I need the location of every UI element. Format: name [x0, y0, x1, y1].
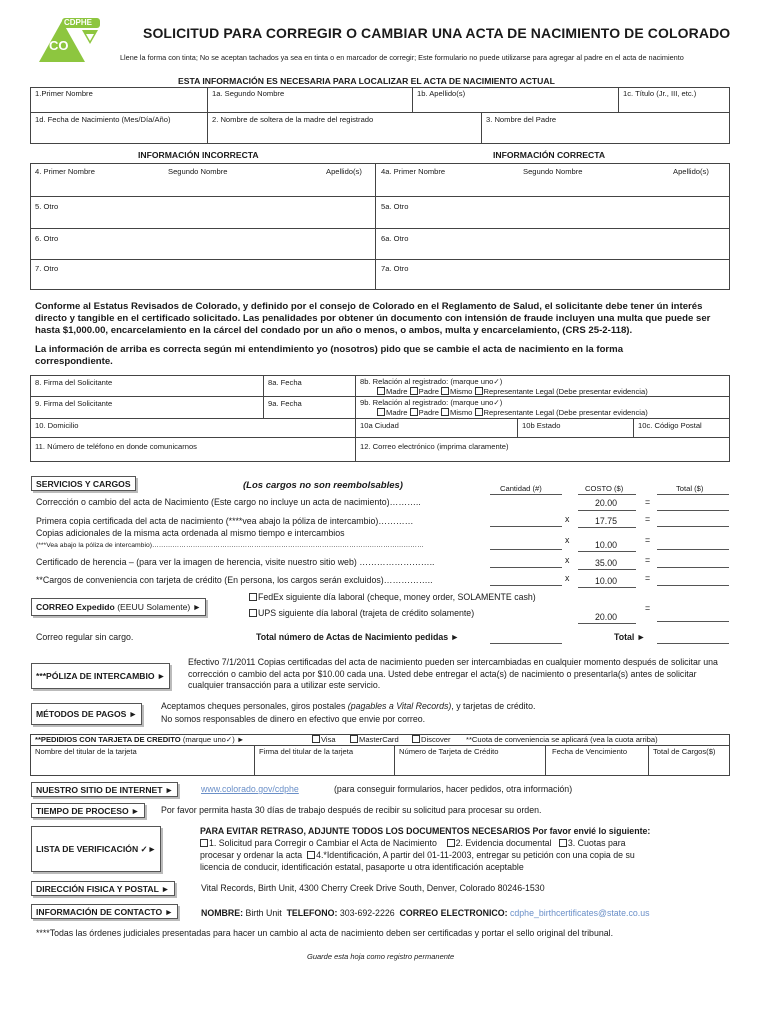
express-total[interactable]: [657, 621, 729, 622]
checkbox[interactable]: [475, 408, 483, 416]
applicant-signature-2[interactable]: 9. Firma del Solicitante: [35, 399, 113, 408]
website-text: (para conseguir formularios, hacer pedidos, otra información): [334, 784, 573, 794]
payment-methods-tag: MÉTODOS DE PAGOS ►: [31, 703, 142, 725]
card-number-field[interactable]: Número de Tarjeta de Crédito: [399, 747, 499, 756]
contact-name: Birth Unit: [245, 908, 282, 918]
form-instructions: Llene la forma con tinta; No se aceptan tachados ya sea en tinta o en marcador de corregir; Este formulario no puede utilizarse para agregar al padre en el acta de nacimiento: [120, 53, 684, 62]
correct-middle-name: Segundo Nombre: [523, 167, 583, 176]
checkbox[interactable]: [412, 735, 420, 743]
last-name-field[interactable]: 1b. Apellido(s): [417, 89, 466, 98]
additional-copies-qty[interactable]: [490, 549, 562, 550]
first-copy-qty[interactable]: [490, 526, 562, 527]
contact-name-label: NOMBRE:: [201, 908, 244, 918]
suffix-field[interactable]: 1c. Título (Jr., III, etc.): [623, 89, 697, 98]
payment-text-a: Aceptamos cheques personales, giros postales: [161, 701, 348, 711]
incorrect-other-6[interactable]: 6. Otro: [35, 234, 59, 243]
expiry-field[interactable]: Fecha de Vencimiento: [552, 747, 628, 756]
checklist-item-3-cont: procesar y ordenar la acta: [200, 850, 303, 860]
correction-fee-row: Corrección o cambio del acta de Nacimiento (Este cargo no incluye un acta de nacimiento)………..: [36, 497, 421, 507]
total-count-label: Total número de Actas de Nacimiento pedidas ►: [256, 632, 460, 642]
eq-sign: =: [645, 603, 651, 613]
additional-copies-cost: 10.00: [595, 540, 618, 550]
express-cost: 20.00: [595, 612, 618, 622]
option-mismo: Mismo: [450, 387, 473, 396]
grand-total-label: Total ►: [614, 632, 646, 642]
visa-option[interactable]: [312, 735, 336, 744]
contact-line: [201, 908, 650, 918]
card-heading-text: **PEDIDIOS CON TARJETA DE CREDITO: [35, 735, 181, 744]
checkbox[interactable]: [350, 735, 358, 743]
zip-field[interactable]: 10c. Código Postal: [638, 421, 702, 430]
checklist-line-3: licencia de conducir, identificación estatal, pasaporte u otra identificación aceptable: [200, 862, 524, 872]
eq-sign: =: [645, 555, 651, 565]
option-padre: Padre: [418, 387, 439, 396]
contact-tag: INFORMACIÓN DE CONTACTO ►: [31, 904, 178, 919]
incorrect-heading: INFORMACIÓN INCORRECTA: [138, 150, 259, 160]
regular-mail: Correo regular sin cargo.: [36, 632, 134, 642]
discover-label: Discover: [421, 735, 451, 744]
correction-cost: 20.00: [595, 498, 618, 508]
x-sign: x: [565, 514, 570, 524]
email-field[interactable]: 12. Correo electrónico (imprima claramente): [360, 442, 509, 451]
total-col: Total ($): [676, 484, 704, 493]
total-charges-field[interactable]: Total de Cargos($): [653, 747, 716, 756]
payment-text-c: , y tarjetas de crédito.: [451, 701, 536, 711]
state-field[interactable]: 10b Estado: [522, 421, 561, 430]
processing-time-text: Por favor permita hasta 30 días de trabajo después de recibir su solicitud para procesar su orden.: [161, 805, 542, 815]
relation-label-2: 9b. Relación al registrado: (marque uno✓): [360, 398, 503, 407]
option-representante: Representante Legal (Debe presentar evidencia): [483, 408, 648, 417]
incorrect-first-name[interactable]: 4. Primer Nombre: [35, 167, 95, 176]
birth-date-field[interactable]: 1d. Fecha de Nacimiento (Mes/Día/Año): [35, 115, 171, 124]
relation-label-1: 8b. Relación al registrado: (marque uno✓): [360, 377, 503, 386]
option-madre: Madre: [386, 408, 408, 417]
checkbox[interactable]: [377, 387, 385, 395]
checklist-item-3: 3. Cuotas para: [567, 838, 626, 848]
card-orders-heading: [35, 735, 244, 744]
contact-email-label: CORREO ELECTRONICO:: [399, 908, 508, 918]
qty-col: Cantidad (#): [500, 484, 542, 493]
father-name-field[interactable]: 3. Nombre del Padre: [486, 115, 557, 124]
incorrect-middle-name: Segundo Nombre: [168, 167, 228, 176]
checklist-tag: LISTA DE VERIFICACIÓN ✓►: [31, 826, 161, 872]
additional-copies-total[interactable]: [657, 549, 729, 550]
correct-other-5a[interactable]: 5a. Otro: [381, 202, 409, 211]
ups-label: UPS siguiente día laboral (trajeta de crédito solamente): [258, 608, 475, 618]
checkbox[interactable]: [410, 408, 418, 416]
website-tag: NUESTRO SITIO DE INTERNET ►: [31, 782, 178, 797]
express-note: (EEUU Solamente) ►: [117, 602, 202, 612]
card-fee-total[interactable]: [657, 585, 729, 586]
contact-phone: 303-692-2226: [339, 908, 395, 918]
discover-option[interactable]: [412, 735, 451, 744]
eq-sign: =: [645, 497, 651, 507]
card-fee-cost: 10.00: [595, 576, 618, 586]
court-order-note: ****Todas las órdenes judiciales presentadas para hacer un cambio al acta de nacimiento deben ser certificadas y portar el sello original del tribunal.: [36, 928, 614, 938]
locate-heading: ESTA INFORMACIÓN ES NECESARIA PARA LOCALIZAR EL ACTA DE NACIMIENTO ACTUAL: [178, 76, 555, 86]
heritage-cert-row: Certificado de herencia – (para ver la imagen de herencia, visite nuestro sitio web) ……………………..: [36, 557, 435, 567]
cardholder-signature-field[interactable]: Firma del titular de la tarjeta: [259, 747, 354, 756]
heritage-total[interactable]: [657, 567, 729, 568]
option-mismo: Mismo: [450, 408, 473, 417]
checklist-item-1: 1. Solicitud para Corregir o Cambiar el Acta de Nacimiento: [209, 838, 437, 848]
city-field[interactable]: 10a Ciudad: [360, 421, 399, 430]
applicant-date-1[interactable]: 8a. Fecha: [268, 378, 302, 387]
mother-maiden-name-field[interactable]: 2. Nombre de soltera de la madre del registrado: [212, 115, 374, 124]
contact-email[interactable]: cdphe_birthcertificates@state.co.us: [510, 908, 650, 918]
middle-name-field[interactable]: 1a. Segundo Nombre: [212, 89, 285, 98]
heritage-cert-cost: 35.00: [595, 558, 618, 568]
eq-sign: =: [645, 514, 651, 524]
eq-sign: =: [645, 573, 651, 583]
cost-col: COSTO ($): [585, 484, 624, 493]
address-tag: DIRECCIÓN FISICA Y POSTAL ►: [31, 881, 175, 896]
attestation: La información de arriba es correcta según mi entendimiento yo (nosotros) pido que se cambie el acta de nacimiento en la forma correspondiente.: [35, 344, 624, 367]
additional-copies-row: Copias adicionales de la misma acta ordenada al mismo tiempo e intercambios: [36, 528, 345, 538]
x-sign: x: [565, 535, 570, 545]
services-tag: SERVICIOS Y CARGOS: [31, 476, 136, 491]
website-link[interactable]: www.colorado.gov/cdphe: [201, 784, 299, 794]
address-field[interactable]: 10. Domicilio: [35, 421, 79, 430]
relation-options-1[interactable]: [377, 387, 648, 396]
checkbox[interactable]: [441, 408, 449, 416]
first-copy-row: Primera copia certificada del acta de nacimiento (****vea abajo la póliza de intercambio)…………: [36, 516, 414, 526]
checkbox[interactable]: [249, 609, 257, 617]
checkbox[interactable]: [410, 387, 418, 395]
cash-disclaimer: No somos responsables de dinero en efectivo que envie por correo.: [161, 714, 426, 724]
applicant-date-2[interactable]: 9a. Fecha: [268, 399, 302, 408]
fedex-option[interactable]: [249, 592, 536, 602]
checkbox[interactable]: [312, 735, 320, 743]
x-sign: x: [565, 573, 570, 583]
additional-copies-note: (***Vea abajo la póliza de intercambio)…………………………………………………………………………………………………………: [36, 542, 424, 549]
correct-heading: INFORMACIÓN CORRECTA: [493, 150, 606, 160]
incorrect-other-5[interactable]: 5. Otro: [35, 202, 59, 211]
checklist-item-2: 2. Evidencia documental: [455, 838, 552, 848]
checklist-heading: PARA EVITAR RETRASO, ADJUNTE TODOS LOS DOCUMENTOS NECESARIOS Por favor envié lo siguiente:: [200, 826, 651, 836]
correct-last-name: Apellido(s): [673, 167, 709, 176]
visa-label: Visa: [321, 735, 336, 744]
checklist-line-2: [200, 850, 635, 860]
incorrect-other-7[interactable]: 7. Otro: [35, 264, 59, 273]
processing-time-tag: TIEMPO DE PROCESO ►: [31, 803, 145, 818]
option-padre: Padre: [418, 408, 439, 417]
phone-field[interactable]: 11. Número de teléfono en donde comunicarnos: [35, 442, 197, 451]
cardholder-name-field[interactable]: Nombre del titular de la tarjeta: [35, 747, 137, 756]
checkbox[interactable]: [447, 839, 455, 847]
relation-options-2[interactable]: [377, 408, 648, 417]
statute-notice: Conforme al Estatus Revisados de Colorado, y definido por el consejo de Colorado en el Reglamento de Salud, el solicitante debe tener ún interés directo y tangible en el certificado solicitado. Las penalidades por obtener ún documento con intensión de fraude incluyen una multa que puede ser hasta $1,000.00, encarcelamiento en la cárcel del condado por un año o menos, o ambos, multa y encarcelamiento, (CRS 25-2-118).: [35, 301, 711, 336]
checkbox[interactable]: [441, 387, 449, 395]
grand-total-field[interactable]: [657, 643, 729, 644]
checkbox[interactable]: [249, 593, 257, 601]
card-check-one: (marque uno✓) ►: [182, 735, 245, 744]
exchange-policy-tag: ***PÓLIZA DE INTERCAMBIO ►: [31, 663, 170, 689]
first-copy-cost: 17.75: [595, 516, 618, 526]
total-count-field[interactable]: [490, 643, 562, 644]
payment-text-b: (pagables a Vital Records): [347, 701, 452, 711]
contact-phone-label: TELEFONO:: [286, 908, 338, 918]
convenience-note: **Cuota de conveniencia se aplicará (vea la cuota arriba): [466, 735, 658, 744]
option-representante: Representante Legal (Debe presentar evidencia): [483, 387, 648, 396]
correct-other-6a[interactable]: 6a. Otro: [381, 234, 409, 243]
mailing-address: Vital Records, Birth Unit, 4300 Cherry Creek Drive South, Denver, Colorado 80246-1530: [201, 883, 545, 893]
logo-co: CO: [49, 38, 69, 53]
fedex-label: FedEx siguiente día laboral (cheque, money order, SOLAMENTE cash): [258, 592, 536, 602]
ups-option[interactable]: [249, 608, 474, 618]
express-mail-tag: [31, 598, 206, 616]
checkbox[interactable]: [475, 387, 483, 395]
mastercard-option[interactable]: [350, 735, 399, 744]
nonrefundable-note: (Los cargos no son reembolsables): [243, 480, 403, 491]
card-fee-qty[interactable]: [490, 585, 562, 586]
exchange-policy-text: Efectivo 7/1/2011 Copias certificadas del acta de nacimiento pueden ser intercambiadas en cualquier momento después de solicitar una corrección o cambio del acta por $10.00 cada una. Usted debe entregar el acta(s) de nacimiento o presentarla(s) antes de solicitar cualquier transacción para a utilizar este servicio.: [188, 657, 718, 690]
express-label: CORREO Expedido: [36, 602, 115, 612]
keep-record-note: Guarde esta hoja como registro permanente: [307, 952, 455, 961]
first-copy-total[interactable]: [657, 526, 729, 527]
eq-sign: =: [645, 535, 651, 545]
checkbox[interactable]: [200, 839, 208, 847]
payment-text: [161, 701, 535, 711]
correct-other-7a[interactable]: 7a. Otro: [381, 264, 409, 273]
checklist-line-1: [200, 838, 626, 848]
card-fee-row: **Cargos de conveniencia con tarjeta de crédito (En persona, los cargos serán excluidos)……………..: [36, 575, 433, 585]
mastercard-label: MasterCard: [359, 735, 399, 744]
form-title: SOLICITUD PARA CORREGIR O CAMBIAR UNA ACTA DE NACIMIENTO DE COLORADO: [143, 25, 731, 41]
checkbox[interactable]: [307, 851, 315, 859]
heritage-qty[interactable]: [490, 567, 562, 568]
checkbox[interactable]: [559, 839, 567, 847]
applicant-signature-1[interactable]: 8. Firma del Solicitante: [35, 378, 113, 387]
checkbox[interactable]: [377, 408, 385, 416]
option-madre: Madre: [386, 387, 408, 396]
correct-first-name[interactable]: 4a. Primer Nombre: [381, 167, 446, 176]
first-name-field[interactable]: 1.Primer Nombre: [35, 89, 93, 98]
checklist-item-4: 4.*Identificación, A partir del 01-11-2003, entregar su petición con una copia de su: [316, 850, 635, 860]
logo-text: CDPHE: [64, 18, 93, 27]
incorrect-last-name: Apellido(s): [326, 167, 362, 176]
x-sign: x: [565, 555, 570, 565]
